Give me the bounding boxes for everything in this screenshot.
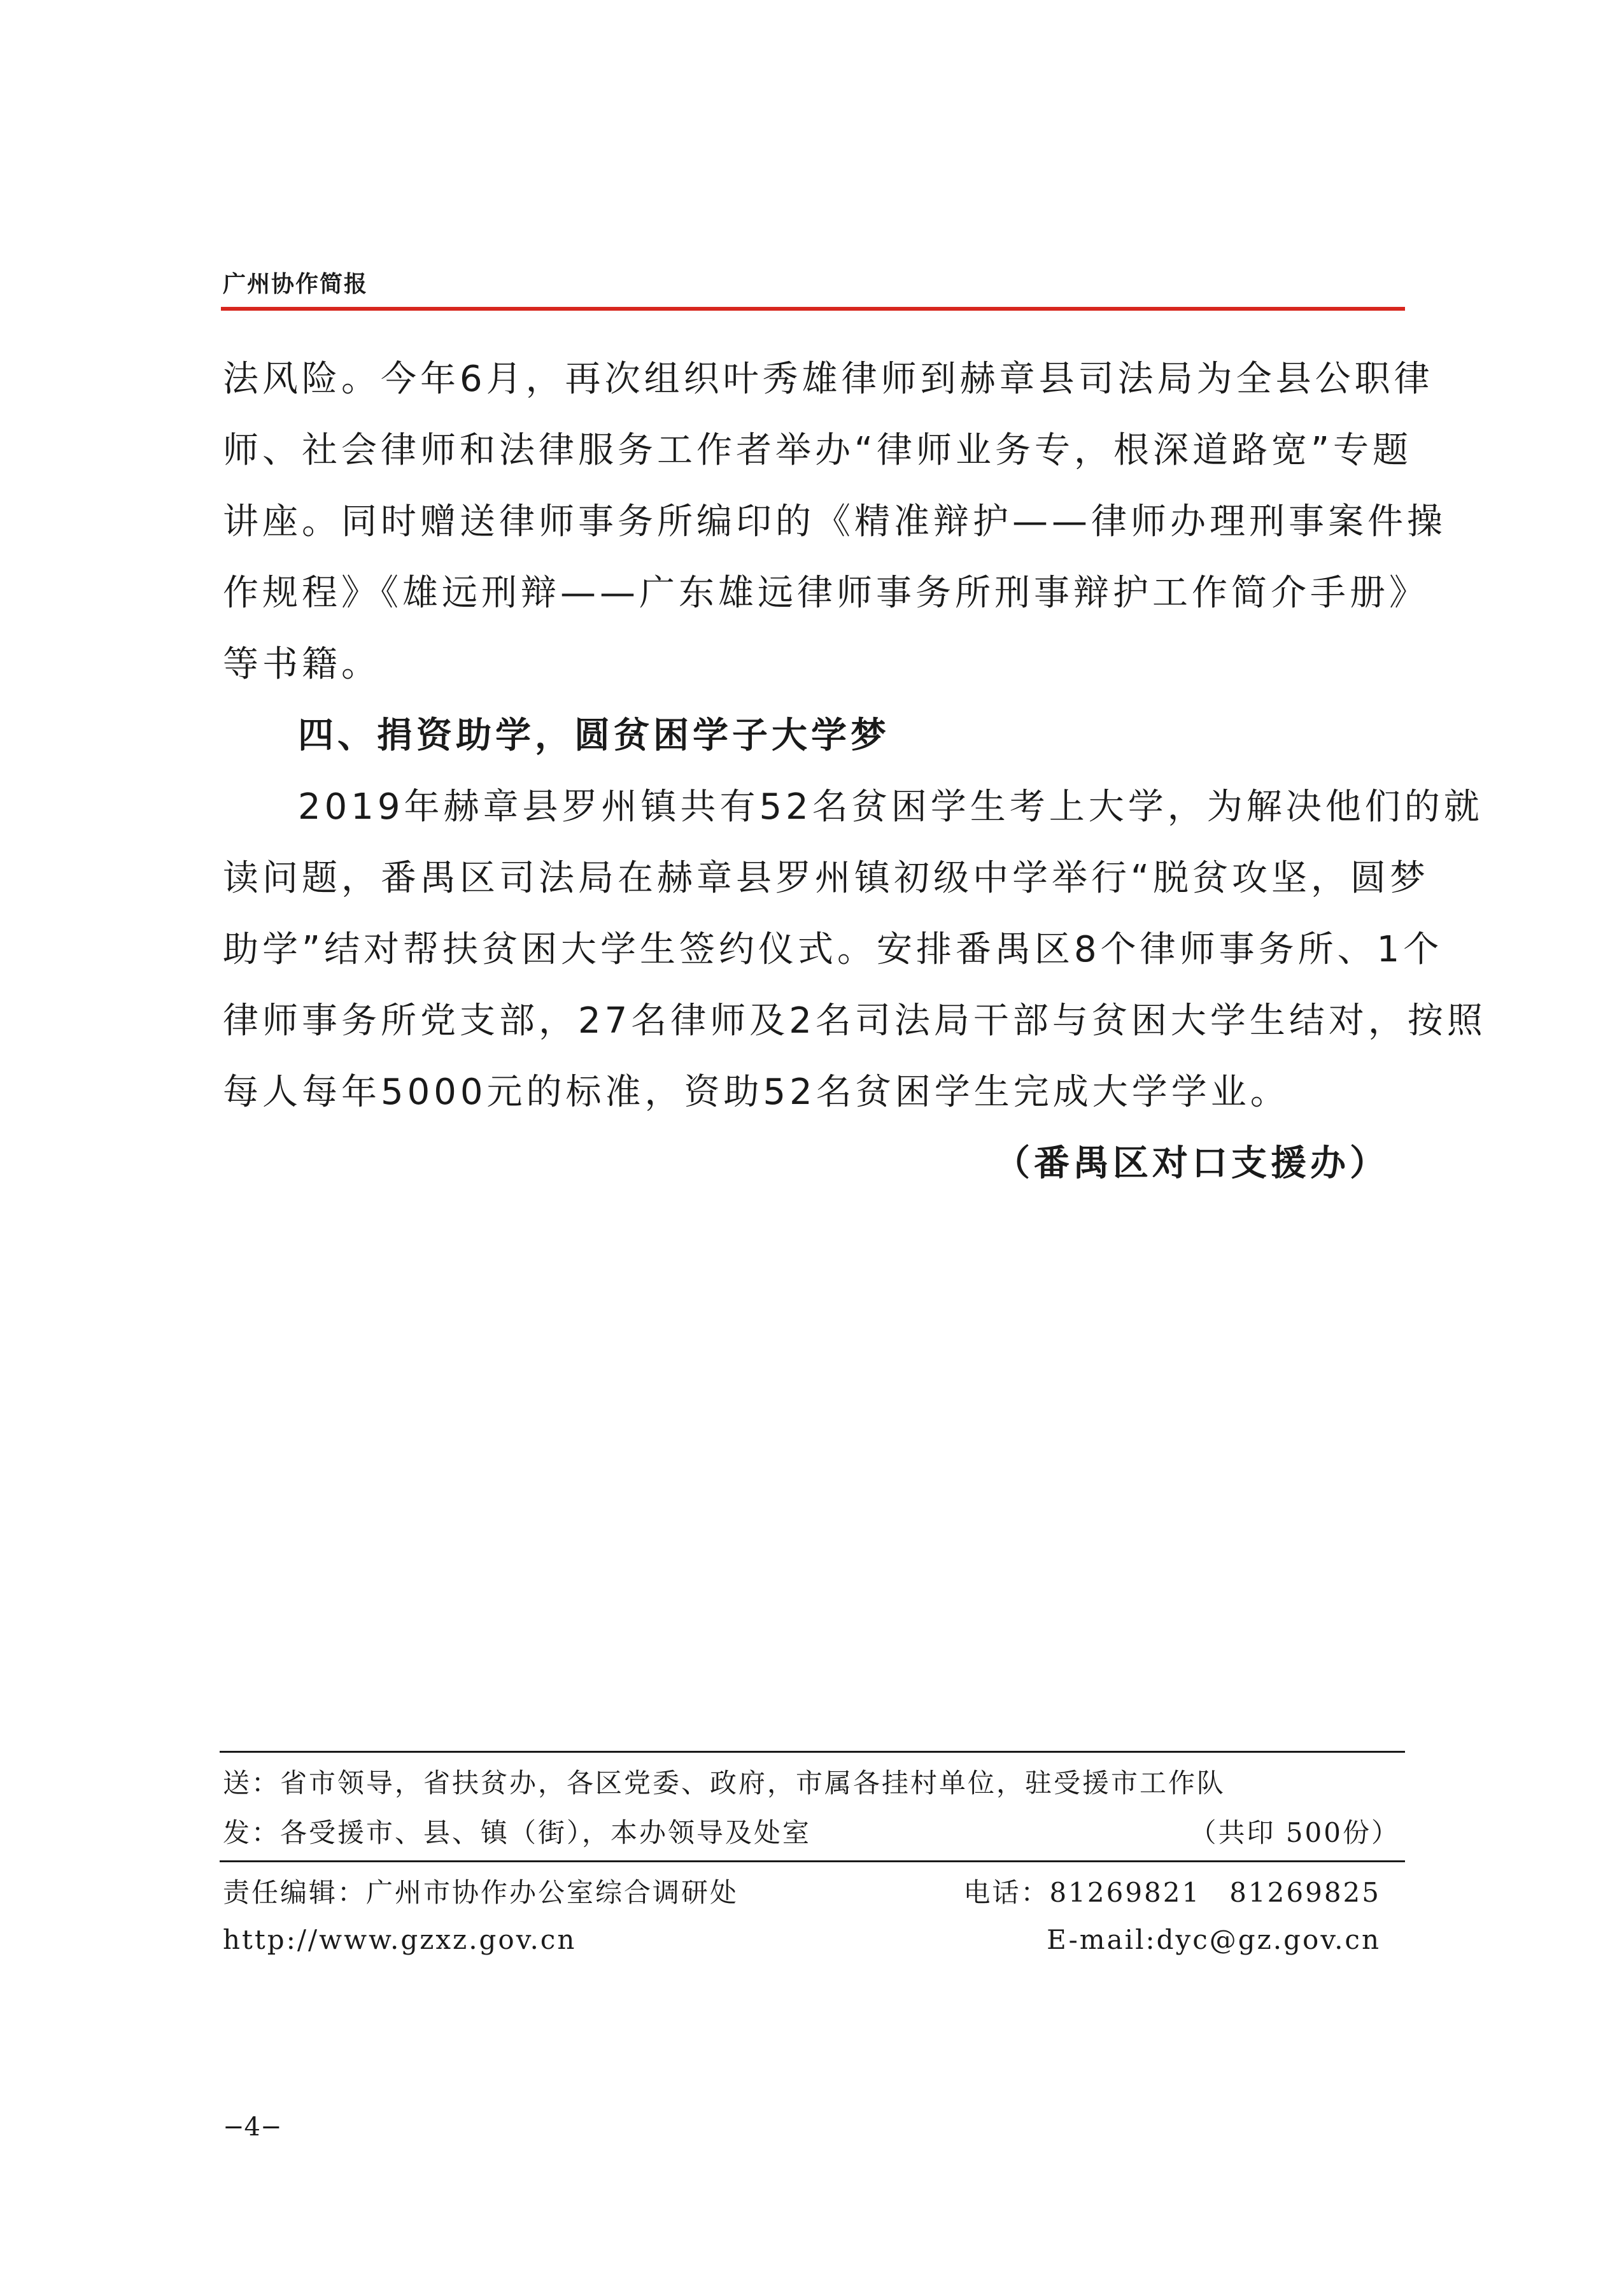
paragraph-line: 讲座。同时赠送律师事务所编印的《精准辩护——律师办理刑事案件操 <box>223 501 1446 542</box>
paragraph-line: 作规程》《雄远刑辩——广东雄远律师事务所刑事辩护工作简介手册》 <box>223 572 1429 614</box>
page-number: −4− <box>223 2112 282 2142</box>
website-link[interactable]: http://www.gzxz.gov.cn <box>223 1924 577 1955</box>
distribute-to: 发：各受援市、县、镇（街），本办领导及处室 <box>223 1817 812 1848</box>
print-count: （共印 500份） <box>1189 1817 1400 1848</box>
paragraph-line: 助学”结对帮扶贫困大学生签约仪式。安排番禺区8个律师事务所、1个 <box>223 929 1443 970</box>
editor-info: 责任编辑：广州市协作办公室综合调研处 <box>223 1877 739 1908</box>
email-link[interactable]: E-mail:dyc@gz.gov.cn <box>1047 1924 1381 1955</box>
paragraph-line: 等书籍。 <box>223 644 381 685</box>
signature: （番禺区对口支援办） <box>994 1143 1389 1184</box>
phone-info: 电话：81269821 81269825 <box>963 1877 1381 1908</box>
bulletin-title: 广州协作简报 <box>223 271 369 297</box>
send-to: 送：省市领导，省扶贫办，各区党委、政府，市属各挂村单位，驻受援市工作队 <box>223 1767 1226 1799</box>
paragraph-line: 法风险。今年6月，再次组织叶秀雄律师到赫章县司法局为全县公职律 <box>223 358 1434 400</box>
paragraph-line: 每人每年5000元的标准，资助52名贫困学生完成大学学业。 <box>223 1072 1290 1113</box>
paragraph-line: 律师事务所党支部，27名律师及2名司法局干部与贫困大学生结对，按照 <box>223 1000 1486 1042</box>
footer-top-rule <box>220 1751 1405 1753</box>
footer-middle-rule <box>220 1860 1405 1862</box>
section-heading: 四、捐资助学，圆贫困学子大学梦 <box>298 715 890 756</box>
paragraph-line: 读问题，番禺区司法局在赫章县罗州镇初级中学举行“脱贫攻坚，圆梦 <box>223 858 1430 899</box>
body-section <box>223 344 1486 1199</box>
header-red-rule <box>221 307 1405 311</box>
paragraph-line: 师、社会律师和法律服务工作者举办“律师业务专，根深道路宽”专题 <box>223 430 1413 471</box>
paragraph-line: 2019年赫章县罗州镇共有52名贫困学生考上大学，为解决他们的就 <box>298 786 1483 828</box>
